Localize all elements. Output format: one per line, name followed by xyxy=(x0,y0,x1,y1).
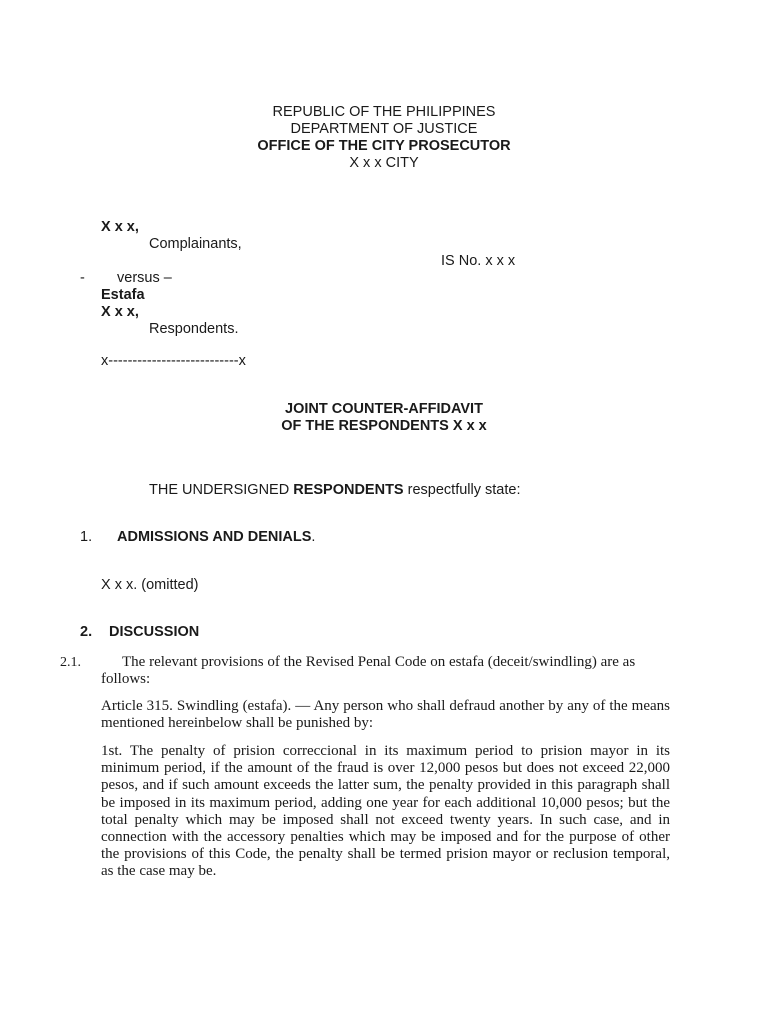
respondent-name: X x x, xyxy=(101,304,139,320)
versus-dash: - xyxy=(80,270,85,286)
header-city: X x x CITY xyxy=(349,155,419,171)
complainants-label: Complainants, xyxy=(149,236,242,252)
intro-bold: RESPONDENTS xyxy=(293,482,404,498)
header-republic: REPUBLIC OF THE PHILIPPINES xyxy=(272,104,496,120)
caption-separator: x---------------------------x xyxy=(101,353,246,369)
section1-heading-period: . xyxy=(311,529,316,545)
subsection-number: 2.1. xyxy=(60,655,81,670)
section1-number: 1. xyxy=(80,529,93,545)
versus-label: versus – xyxy=(117,270,172,286)
document-title-line2: OF THE RESPONDENTS X x x xyxy=(281,418,487,434)
section2-number: 2. xyxy=(80,624,93,640)
respondents-label: Respondents. xyxy=(149,321,239,337)
complainant-name: X x x, xyxy=(101,219,139,235)
article-315-first-paragraph: 1st. The penalty of prision correccional in its maximum period to prision mayor in its minimum period, if the amount of the fraud is over 12,000 pesos but does not exceed 22,000 pesos, and if such amount exceeds the latter sum, the penalty provided in this paragraph shall be imposed in its maximum period, adding one year for each additional 10,000 pesos; but the total penalty which may be imposed shall not exceed twenty years. In such case, and in connection with the accessory penalties which may be imposed and for the purpose of other the provisions of this Code, the penalty shall be termed prision mayor or reclusion temporal, as the case may be. xyxy=(101,743,670,880)
intro-statement xyxy=(149,482,520,498)
header-office: OFFICE OF THE CITY PROSECUTOR xyxy=(257,138,511,154)
subsection-text-line1: The relevant provisions of the Revised Penal Code on estafa (deceit/swindling) are as xyxy=(122,654,636,670)
subsection-text-line2: follows: xyxy=(101,671,151,687)
case-number: IS No. x x x xyxy=(441,253,516,269)
document-title-line1: JOINT COUNTER-AFFIDAVIT xyxy=(285,401,483,417)
section1-heading-wrap xyxy=(117,529,315,545)
section1-heading: ADMISSIONS AND DENIALS xyxy=(117,529,312,545)
intro-suffix: respectfully state: xyxy=(403,482,521,498)
article-315-intro: Article 315. Swindling (estafa). — Any person who shall defraud another by any of the means mentioned hereinbelow shall be punished by: xyxy=(101,698,670,732)
section1-body: X x x. (omitted) xyxy=(101,577,199,593)
section2-heading: DISCUSSION xyxy=(109,624,200,640)
intro-prefix: THE UNDERSIGNED xyxy=(149,482,294,498)
header-department: DEPARTMENT OF JUSTICE xyxy=(290,121,478,137)
offense-label: Estafa xyxy=(101,287,145,303)
